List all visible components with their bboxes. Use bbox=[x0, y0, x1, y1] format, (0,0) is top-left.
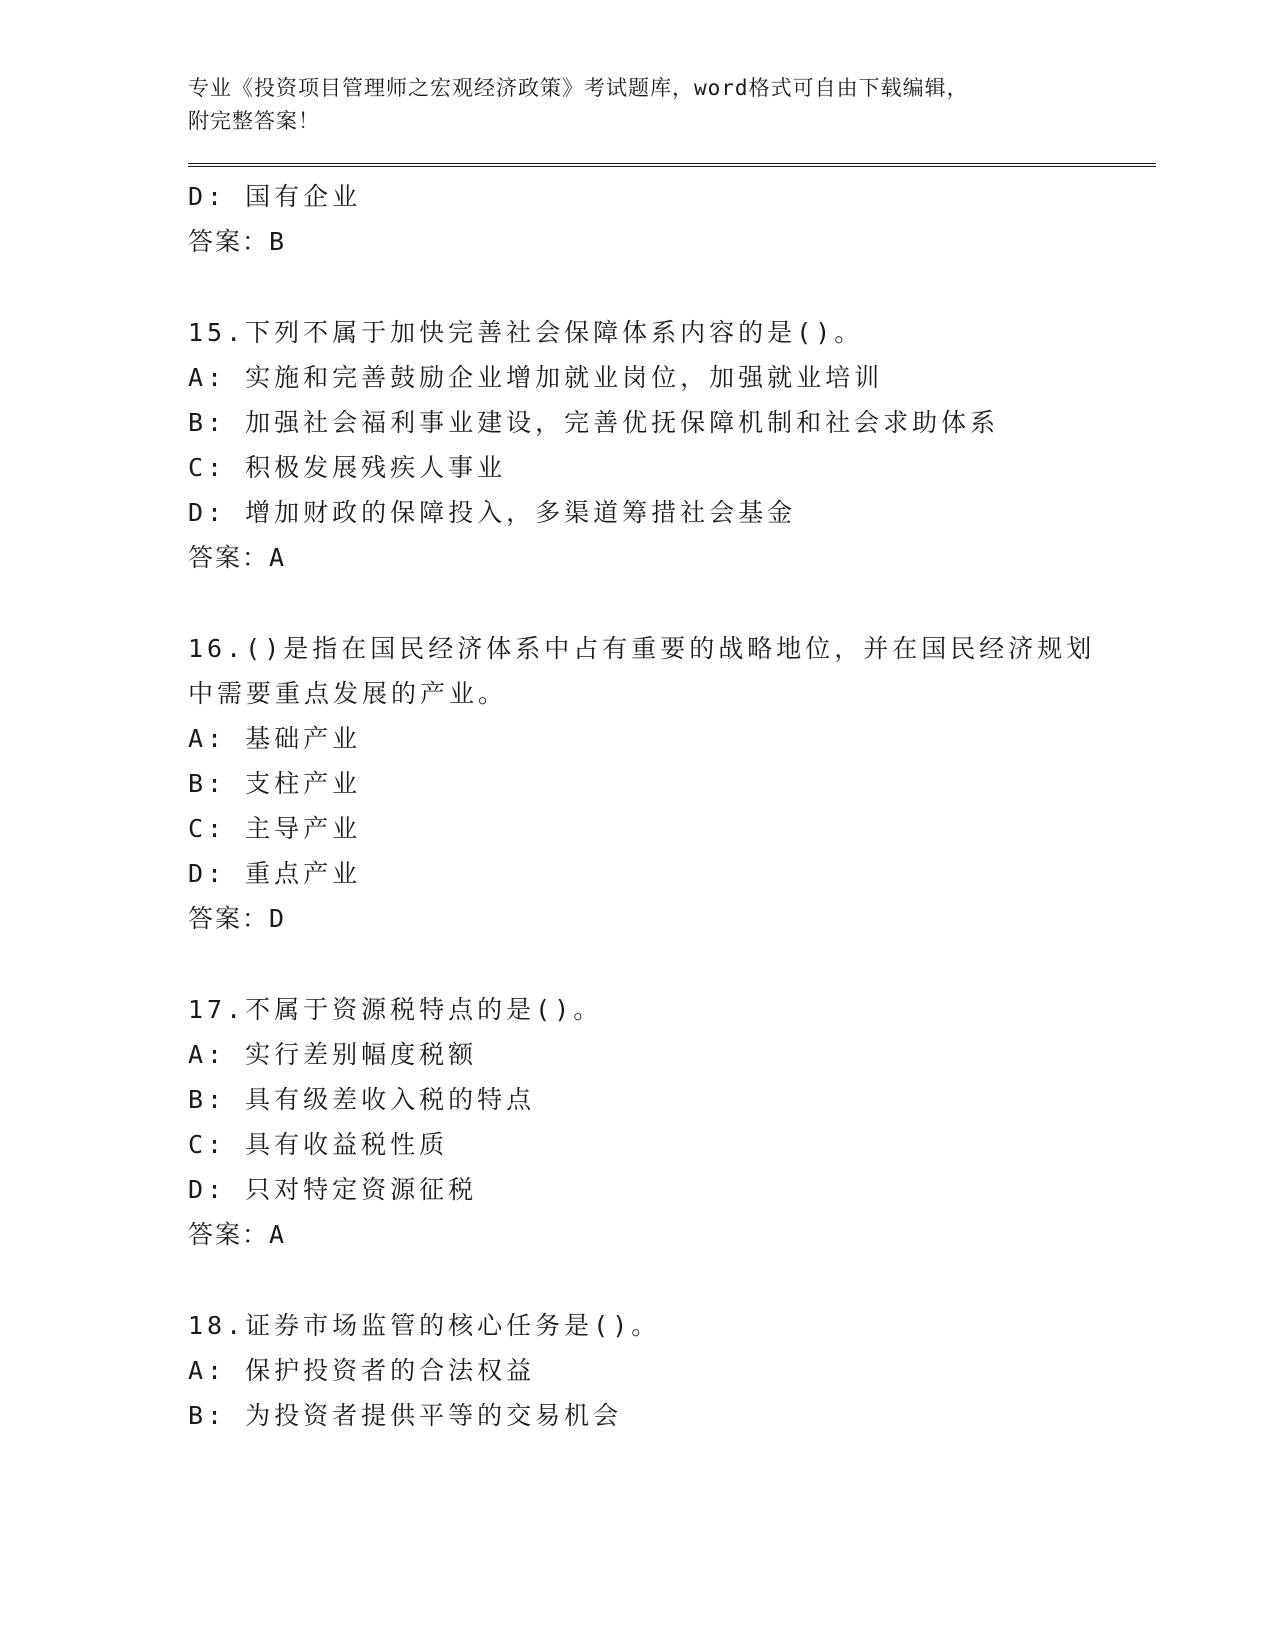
option-d: D: 重点产业 bbox=[188, 859, 362, 888]
answer-line bbox=[188, 219, 1156, 264]
answer-line bbox=[188, 1212, 1156, 1257]
option-d: D: 增加财政的保障投入，多渠道筹措社会基金 bbox=[188, 498, 797, 527]
question-spacer bbox=[188, 1257, 1156, 1303]
option-c: C: 积极发展残疾人事业 bbox=[188, 453, 507, 482]
answer-line bbox=[188, 535, 1156, 580]
answer-value: A bbox=[269, 1220, 289, 1249]
answer-value: B bbox=[269, 227, 289, 256]
answer-label: 答案： bbox=[188, 543, 270, 572]
question-list bbox=[188, 174, 1156, 1438]
header-line-1: 专业《投资项目管理师之宏观经济政策》考试题库，word格式可自由下载编辑， bbox=[188, 76, 969, 100]
question-spacer bbox=[188, 264, 1156, 310]
question-stem: 16.()是指在国民经济体系中占有重要的战略地位，并在国民经济规划 bbox=[188, 634, 1096, 663]
option-c: C: 具有收益税性质 bbox=[188, 1130, 449, 1159]
answer-label: 答案： bbox=[188, 227, 270, 256]
option-b: B: 支柱产业 bbox=[188, 769, 362, 798]
option-a: A: 实行差别幅度税额 bbox=[188, 1040, 478, 1069]
option-c: C: 主导产业 bbox=[188, 814, 362, 843]
document-header bbox=[188, 72, 1156, 138]
header-divider bbox=[188, 163, 1156, 167]
answer-label: 答案： bbox=[188, 1220, 270, 1249]
question-stem-continued: 中需要重点发展的产业。 bbox=[188, 679, 508, 708]
option-a: A: 基础产业 bbox=[188, 724, 362, 753]
question-stem: 17.不属于资源税特点的是()。 bbox=[188, 995, 603, 1024]
question-stem: 18.证券市场监管的核心任务是()。 bbox=[188, 1311, 661, 1340]
header-line-2: 附完整答案！ bbox=[188, 109, 320, 133]
option-a: A: 实施和完善鼓励企业增加就业岗位，加强就业培训 bbox=[188, 363, 884, 392]
answer-value: A bbox=[269, 543, 289, 572]
option-b: B: 加强社会福利事业建设，完善优抚保障机制和社会求助体系 bbox=[188, 408, 1000, 437]
option-b: B: 具有级差收入税的特点 bbox=[188, 1085, 536, 1114]
option-d: D: 国有企业 bbox=[188, 182, 362, 211]
option-a: A: 保护投资者的合法权益 bbox=[188, 1356, 536, 1385]
answer-label: 答案： bbox=[188, 904, 270, 933]
answer-value: D bbox=[269, 904, 289, 933]
question-spacer bbox=[188, 580, 1156, 626]
question-stem: 15.下列不属于加快完善社会保障体系内容的是()。 bbox=[188, 318, 864, 347]
option-b: B: 为投资者提供平等的交易机会 bbox=[188, 1401, 623, 1430]
question-spacer bbox=[188, 941, 1156, 987]
document-page bbox=[188, 72, 1156, 1438]
answer-line bbox=[188, 896, 1156, 941]
option-d: D: 只对特定资源征税 bbox=[188, 1175, 478, 1204]
